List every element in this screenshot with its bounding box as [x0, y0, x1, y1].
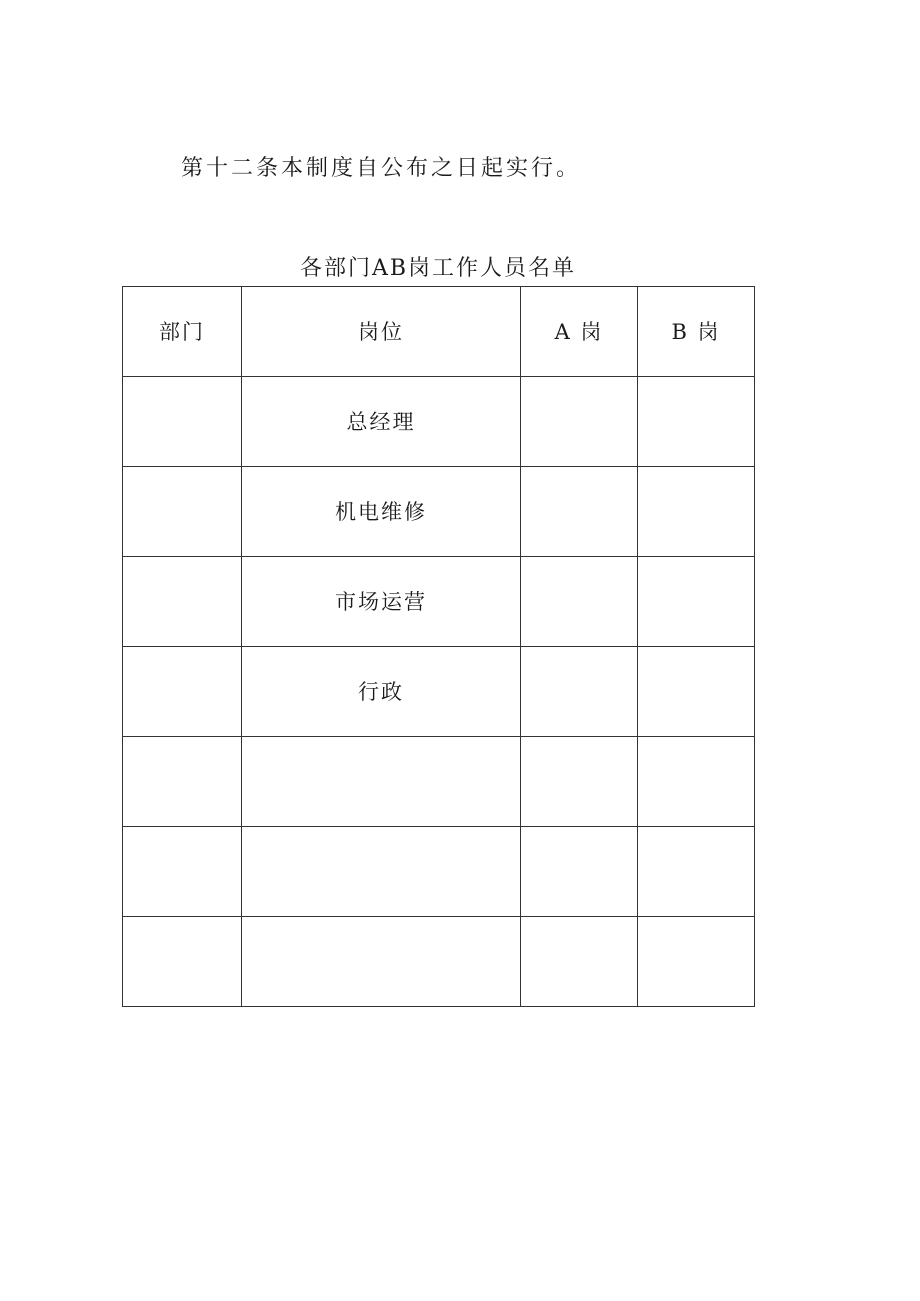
table-row — [123, 917, 755, 1007]
cell-b-post — [638, 827, 755, 917]
cell-post: 总经理 — [242, 377, 521, 467]
table-header-row — [123, 287, 755, 377]
cell-department — [123, 647, 242, 737]
table-row — [123, 377, 755, 467]
cell-a-post — [521, 647, 638, 737]
cell-post: 市场运营 — [242, 557, 521, 647]
cell-department — [123, 377, 242, 467]
cell-b-post — [638, 557, 755, 647]
table-row — [123, 467, 755, 557]
cell-post — [242, 827, 521, 917]
cell-department — [123, 737, 242, 827]
cell-post: 行政 — [242, 647, 521, 737]
cell-b-post — [638, 737, 755, 827]
cell-department — [123, 467, 242, 557]
cell-b-post — [638, 467, 755, 557]
header-a-post: A 岗 — [521, 287, 638, 377]
table-row — [123, 737, 755, 827]
header-department: 部门 — [123, 287, 242, 377]
cell-post: 机电维修 — [242, 467, 521, 557]
ab-post-staff-table — [122, 286, 755, 1007]
table-row — [123, 557, 755, 647]
cell-department — [123, 917, 242, 1007]
cell-department — [123, 827, 242, 917]
table-title: 各部门AB岗工作人员名单 — [299, 256, 577, 281]
cell-a-post — [521, 827, 638, 917]
header-b-post: B 岗 — [638, 287, 755, 377]
cell-a-post — [521, 467, 638, 557]
cell-a-post — [521, 917, 638, 1007]
cell-b-post — [638, 917, 755, 1007]
cell-a-post — [521, 557, 638, 647]
cell-department — [123, 557, 242, 647]
header-post: 岗位 — [242, 287, 521, 377]
table-row — [123, 827, 755, 917]
cell-a-post — [521, 737, 638, 827]
cell-post — [242, 917, 521, 1007]
cell-b-post — [638, 377, 755, 467]
cell-post — [242, 737, 521, 827]
table-row — [123, 647, 755, 737]
cell-a-post — [521, 377, 638, 467]
cell-b-post — [638, 647, 755, 737]
article-12-text: 第十二条本制度自公布之日起实行。 — [181, 156, 582, 181]
